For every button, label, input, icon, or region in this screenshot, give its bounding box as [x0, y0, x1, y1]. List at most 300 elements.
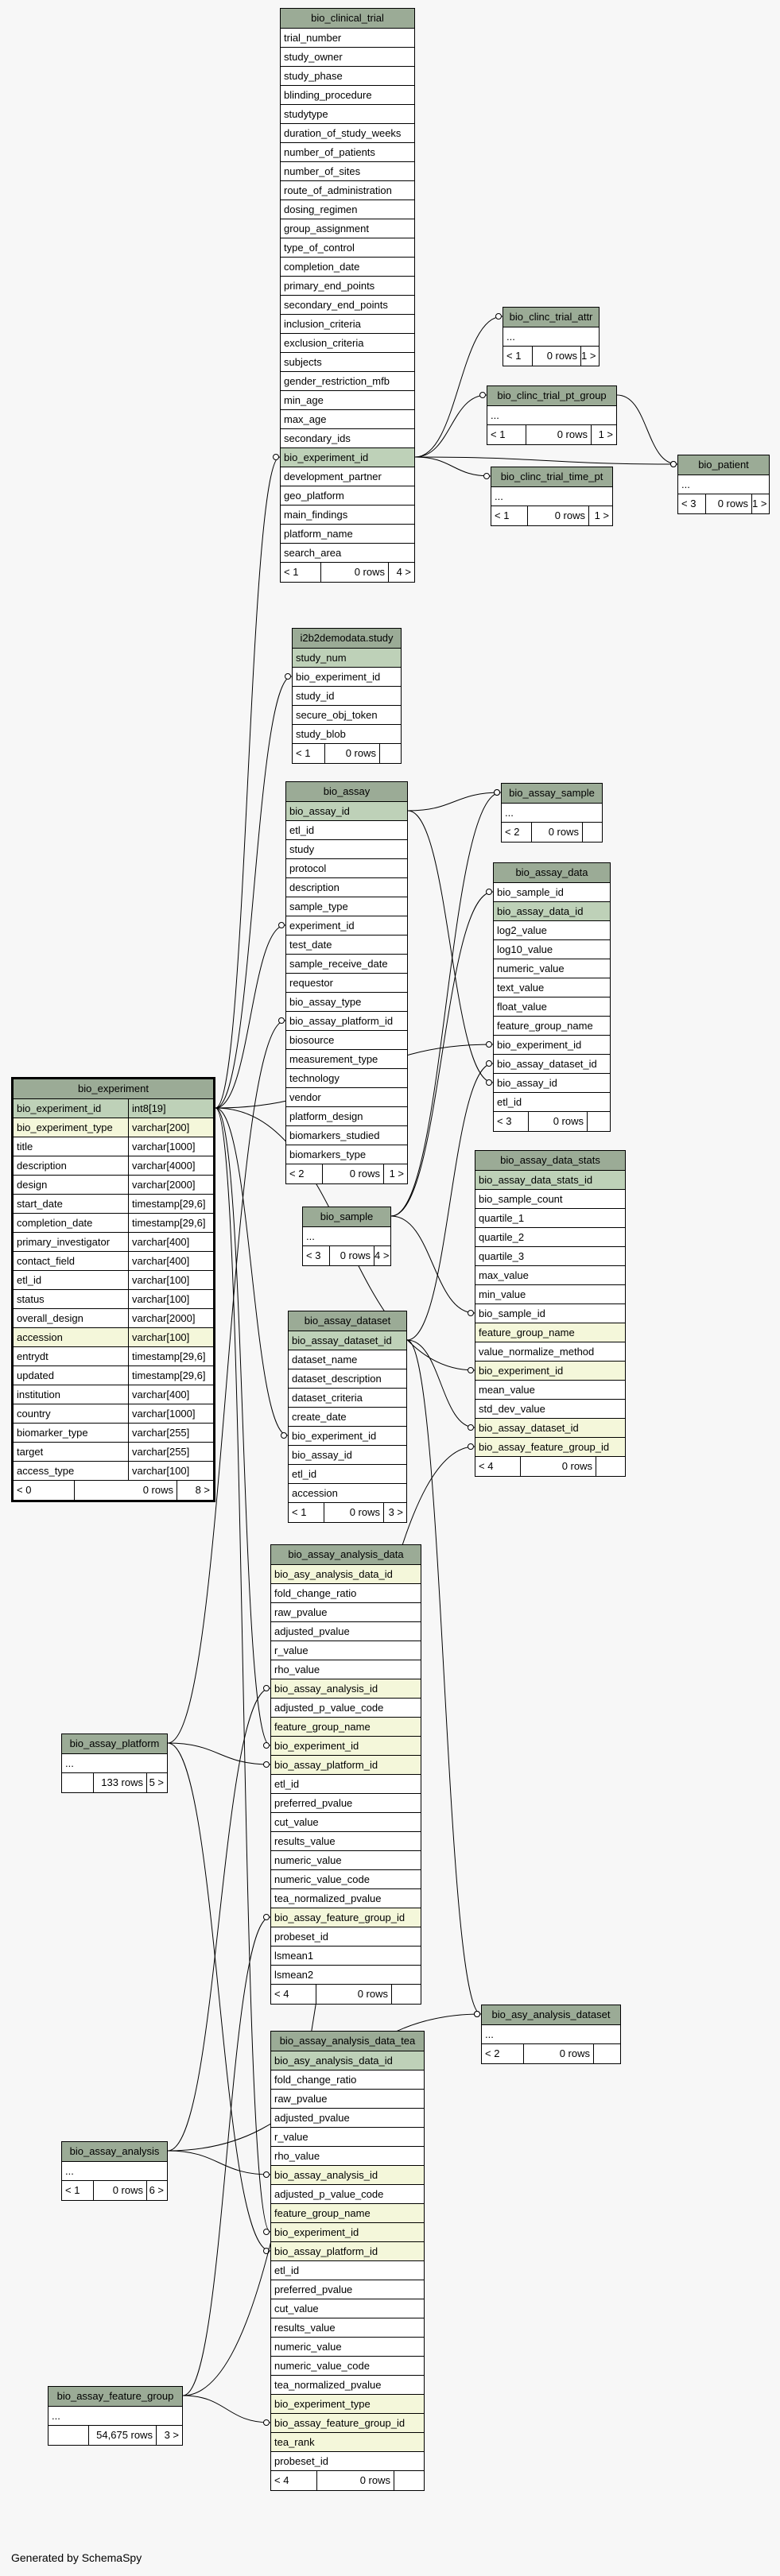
column-row[interactable]: raw_pvalue — [271, 2090, 424, 2109]
column-type: int8[19] — [132, 1102, 166, 1114]
column-row[interactable]: group_assignment — [281, 219, 414, 238]
column-name: target — [14, 1443, 129, 1461]
column-row[interactable]: study_phase — [281, 67, 414, 86]
table-bio-assay-analysis-data-tea[interactable] — [270, 2031, 425, 2491]
column-row[interactable]: bio_assay_feature_group_id — [271, 2414, 424, 2433]
column-row[interactable]: dataset_name — [289, 1350, 406, 1369]
column-row[interactable]: lsmean2 — [271, 1966, 421, 1985]
table-bio-experiment[interactable] — [11, 1077, 215, 1502]
table-footer — [502, 823, 602, 842]
column-name: primary_investigator — [14, 1233, 129, 1251]
row-count: 0 rows — [316, 1985, 392, 2004]
column-row[interactable]: bio_assay_dataset_id — [289, 1331, 406, 1350]
column-row[interactable]: accession — [289, 1484, 406, 1503]
column-row[interactable]: ... — [487, 406, 616, 425]
column-row[interactable]: quartile_2 — [475, 1228, 625, 1247]
table-header[interactable]: bio_clinical_trial — [281, 9, 414, 29]
column-row[interactable]: platform_design — [286, 1107, 407, 1126]
child-count: 3 > — [388, 1506, 403, 1518]
column-row[interactable]: preferred_pvalue — [271, 2280, 424, 2299]
column-row[interactable]: study_blob — [293, 725, 401, 744]
column-row[interactable]: bio_assay_platform_id — [286, 1012, 407, 1031]
table-header[interactable]: bio_assay_dataset — [289, 1311, 406, 1331]
child-count: 1 > — [752, 498, 767, 509]
column-row[interactable]: completion_date — [281, 258, 414, 277]
generated-by-footer: Generated by SchemaSpy — [11, 2551, 142, 2564]
column-name: institution — [14, 1385, 129, 1404]
column-row[interactable] — [14, 1214, 213, 1233]
column-row[interactable]: blinding_procedure — [281, 86, 414, 105]
parent-count: < 1 — [487, 425, 526, 444]
table-header[interactable]: bio_assay — [286, 782, 407, 802]
column-row[interactable]: description — [286, 878, 407, 897]
column-row[interactable]: etl_id — [271, 2261, 424, 2280]
column-row[interactable]: adjusted_pvalue — [271, 1622, 421, 1641]
table-footer — [14, 1481, 213, 1500]
row-count: 0 rows — [532, 823, 583, 842]
table-header[interactable]: bio_assay_sample — [502, 784, 602, 804]
column-row[interactable]: tea_normalized_pvalue — [271, 2376, 424, 2395]
column-row[interactable] — [14, 1156, 213, 1176]
column-row[interactable] — [14, 1443, 213, 1462]
table-footer — [289, 1503, 406, 1522]
column-row[interactable]: feature_group_name — [494, 1017, 610, 1036]
column-row[interactable] — [14, 1099, 213, 1118]
column-row[interactable]: geo_platform — [281, 486, 414, 506]
column-row[interactable]: bio_assay_data_stats_id — [475, 1171, 625, 1190]
column-row[interactable]: preferred_pvalue — [271, 1794, 421, 1813]
column-row[interactable]: bio_experiment_type — [271, 2395, 424, 2414]
table-footer — [303, 1246, 390, 1265]
column-row[interactable]: rho_value — [271, 2147, 424, 2166]
column-row[interactable]: ... — [62, 1754, 167, 1773]
column-row[interactable] — [14, 1233, 213, 1252]
column-row[interactable]: dosing_regimen — [281, 200, 414, 219]
column-row[interactable]: bio_experiment_id — [271, 2223, 424, 2242]
table-bio-assay[interactable] — [285, 781, 408, 1184]
parent-count: < 2 — [482, 2044, 524, 2063]
column-type: varchar[1000] — [132, 1408, 196, 1420]
column-row[interactable]: technology — [286, 1069, 407, 1088]
child-count: 3 > — [164, 2429, 179, 2441]
row-count: 0 rows — [330, 1246, 374, 1265]
column-row[interactable]: ... — [503, 327, 599, 347]
column-row[interactable]: studytype — [281, 105, 414, 124]
column-row[interactable] — [14, 1176, 213, 1195]
column-name: access_type — [14, 1462, 129, 1480]
column-row[interactable]: ... — [502, 804, 602, 823]
column-row[interactable]: numeric_value_code — [271, 2357, 424, 2376]
column-row[interactable]: create_date — [289, 1408, 406, 1427]
column-row[interactable]: inclusion_criteria — [281, 315, 414, 334]
column-row[interactable]: bio_asy_analysis_data_id — [271, 1565, 421, 1584]
column-name: contact_field — [14, 1252, 129, 1270]
parent-count: < 1 — [289, 1503, 324, 1522]
column-row[interactable] — [14, 1424, 213, 1443]
column-row[interactable]: etl_id — [494, 1093, 610, 1112]
column-row[interactable]: results_value — [271, 2318, 424, 2338]
table-bio-clinc-trial-pt-group[interactable] — [487, 385, 617, 445]
table-bio-assay-data[interactable] — [493, 862, 611, 1132]
column-row[interactable]: adjusted_pvalue — [271, 2109, 424, 2128]
column-row[interactable]: mean_value — [475, 1381, 625, 1400]
column-row[interactable]: bio_assay_dataset_id — [494, 1055, 610, 1074]
column-row[interactable]: feature_group_name — [475, 1323, 625, 1342]
child-count — [583, 823, 602, 842]
column-row[interactable]: biomarkers_type — [286, 1145, 407, 1164]
table-header[interactable]: bio_sample — [303, 1207, 390, 1227]
table-footer — [475, 1457, 625, 1476]
column-row[interactable]: vendor — [286, 1088, 407, 1107]
table-header[interactable]: bio_assay_analysis_data_tea — [271, 2032, 424, 2051]
column-name: entrydt — [14, 1347, 129, 1365]
column-row[interactable]: development_partner — [281, 467, 414, 486]
column-row[interactable] — [14, 1309, 213, 1328]
child-count: 4 > — [396, 566, 411, 578]
row-count: 0 rows — [317, 2471, 394, 2490]
column-row[interactable]: ... — [482, 2025, 620, 2044]
column-type: timestamp[29,6] — [132, 1217, 206, 1229]
column-row[interactable]: experiment_id — [286, 916, 407, 935]
column-name: completion_date — [14, 1214, 129, 1232]
column-row[interactable]: etl_id — [286, 821, 407, 840]
parent-count: < 2 — [286, 1164, 323, 1183]
column-row[interactable] — [14, 1385, 213, 1404]
column-row[interactable]: bio_assay_dataset_id — [475, 1419, 625, 1438]
child-count — [392, 1985, 421, 2004]
table-footer — [286, 1164, 407, 1183]
table-footer — [503, 347, 599, 366]
table-bio-assay-analysis[interactable] — [61, 2141, 168, 2201]
column-row[interactable]: bio_experiment_id — [271, 1737, 421, 1756]
table-header[interactable]: bio_clinc_trial_attr — [503, 308, 599, 327]
column-row[interactable]: results_value — [271, 1832, 421, 1851]
column-row[interactable]: exclusion_criteria — [281, 334, 414, 353]
column-row[interactable]: adjusted_p_value_code — [271, 2185, 424, 2204]
column-row[interactable]: std_dev_value — [475, 1400, 625, 1419]
table-footer — [487, 425, 616, 444]
table-bio-sample[interactable] — [302, 1207, 391, 1266]
row-count: 0 rows — [521, 1457, 596, 1476]
table-footer — [271, 2471, 424, 2490]
column-row[interactable]: bio_assay_analysis_id — [271, 1679, 421, 1699]
column-row[interactable]: bio_experiment_id — [494, 1036, 610, 1055]
column-row[interactable]: test_date — [286, 935, 407, 955]
column-row[interactable] — [14, 1328, 213, 1347]
column-row[interactable] — [14, 1252, 213, 1271]
column-row[interactable]: study_owner — [281, 48, 414, 67]
column-row[interactable]: study — [286, 840, 407, 859]
column-type: timestamp[29,6] — [132, 1369, 206, 1381]
column-row[interactable]: sample_type — [286, 897, 407, 916]
column-row[interactable]: main_findings — [281, 506, 414, 525]
table-header[interactable]: bio_assay_analysis_data — [271, 1545, 421, 1565]
column-row[interactable] — [14, 1404, 213, 1424]
column-row[interactable]: text_value — [494, 978, 610, 997]
column-type: varchar[4000] — [132, 1160, 196, 1172]
column-row[interactable]: bio_assay_type — [286, 993, 407, 1012]
table-i2b2demodata-study[interactable] — [292, 628, 402, 764]
column-row[interactable]: r_value — [271, 1641, 421, 1660]
column-row[interactable]: duration_of_study_weeks — [281, 124, 414, 143]
column-type: varchar[100] — [132, 1274, 190, 1286]
column-row[interactable] — [14, 1271, 213, 1290]
table-header[interactable]: bio_assay_analysis — [62, 2142, 167, 2162]
row-count: 0 rows — [526, 425, 592, 444]
column-name: country — [14, 1404, 129, 1423]
table-bio-assay-platform[interactable] — [61, 1733, 168, 1793]
table-bio-assay-dataset[interactable] — [288, 1311, 407, 1523]
column-row[interactable]: log2_value — [494, 921, 610, 940]
column-row[interactable]: ... — [62, 2162, 167, 2181]
column-row[interactable]: bio_assay_feature_group_id — [475, 1438, 625, 1457]
column-row[interactable]: biosource — [286, 1031, 407, 1050]
column-row[interactable]: ... — [49, 2407, 182, 2426]
child-count — [380, 744, 401, 763]
column-row[interactable]: rho_value — [271, 1660, 421, 1679]
column-row[interactable]: feature_group_name — [271, 2204, 424, 2223]
column-name: etl_id — [14, 1271, 129, 1289]
column-row[interactable]: ... — [303, 1227, 390, 1246]
column-row[interactable]: measurement_type — [286, 1050, 407, 1069]
table-bio-assay-feature-group[interactable] — [48, 2386, 183, 2446]
table-footer — [281, 563, 414, 582]
table-footer — [62, 2181, 167, 2200]
child-count — [588, 1112, 610, 1131]
column-row[interactable]: bio_assay_platform_id — [271, 2242, 424, 2261]
table-header[interactable]: bio_experiment — [14, 1079, 213, 1099]
row-count: 0 rows — [94, 2181, 147, 2200]
column-row[interactable]: study_num — [293, 649, 401, 668]
column-row[interactable]: raw_pvalue — [271, 1603, 421, 1622]
column-name: status — [14, 1290, 129, 1308]
column-row[interactable] — [14, 1290, 213, 1309]
table-footer — [494, 1112, 610, 1131]
column-row[interactable]: log10_value — [494, 940, 610, 959]
parent-count: < 1 — [491, 506, 528, 525]
column-row[interactable]: value_normalize_method — [475, 1342, 625, 1362]
column-row[interactable] — [14, 1137, 213, 1156]
column-row[interactable]: probeset_id — [271, 1927, 421, 1947]
column-row[interactable]: numeric_value — [494, 959, 610, 978]
column-row[interactable]: search_area — [281, 544, 414, 563]
column-row[interactable]: biomarkers_studied — [286, 1126, 407, 1145]
table-footer — [49, 2426, 182, 2445]
column-row[interactable]: bio_sample_id — [494, 883, 610, 902]
column-row[interactable]: primary_end_points — [281, 277, 414, 296]
column-name: biomarker_type — [14, 1424, 129, 1442]
column-row[interactable]: bio_asy_analysis_data_id — [271, 2051, 424, 2070]
column-row[interactable]: sample_receive_date — [286, 955, 407, 974]
column-row[interactable]: float_value — [494, 997, 610, 1017]
parent-count — [62, 1773, 94, 1792]
table-header[interactable]: bio_asy_analysis_dataset — [482, 2005, 620, 2025]
parent-count: < 4 — [475, 1457, 521, 1476]
column-row[interactable]: bio_experiment_id — [475, 1362, 625, 1381]
table-header[interactable]: bio_clinc_trial_time_pt — [491, 467, 612, 487]
column-row[interactable]: etl_id — [289, 1465, 406, 1484]
column-row[interactable]: adjusted_p_value_code — [271, 1699, 421, 1718]
parent-count: < 4 — [271, 2471, 317, 2490]
column-type: varchar[2000] — [132, 1179, 196, 1191]
child-count — [394, 2471, 424, 2490]
parent-count: < 4 — [271, 1985, 316, 2004]
column-name: description — [14, 1156, 129, 1175]
column-row[interactable]: tea_rank — [271, 2433, 424, 2452]
column-name: title — [14, 1137, 129, 1156]
column-row[interactable]: bio_assay_id — [289, 1446, 406, 1465]
column-row[interactable]: secure_obj_token — [293, 706, 401, 725]
table-bio-assay-sample[interactable] — [501, 783, 603, 843]
table-bio-clinical-trial[interactable] — [280, 8, 415, 583]
table-bio-assay-data-stats[interactable] — [475, 1150, 626, 1477]
parent-count: < 2 — [502, 823, 532, 842]
column-row[interactable]: ... — [678, 475, 769, 494]
column-type: varchar[400] — [132, 1236, 190, 1248]
table-footer — [482, 2044, 620, 2063]
child-count: 4 > — [374, 1249, 390, 1261]
column-row[interactable]: max_age — [281, 410, 414, 429]
column-row[interactable]: numeric_value — [271, 1851, 421, 1870]
table-bio-clinc-trial-time-pt[interactable] — [491, 467, 613, 526]
column-row[interactable]: bio_sample_id — [475, 1304, 625, 1323]
column-row[interactable]: secondary_end_points — [281, 296, 414, 315]
column-row[interactable] — [14, 1462, 213, 1481]
column-row[interactable]: r_value — [271, 2128, 424, 2147]
column-row[interactable]: min_age — [281, 391, 414, 410]
column-row[interactable]: tea_normalized_pvalue — [271, 1889, 421, 1908]
child-count: 1 > — [594, 509, 609, 521]
table-header[interactable]: bio_assay_platform — [62, 1734, 167, 1754]
column-row[interactable] — [14, 1347, 213, 1366]
child-count: 1 > — [389, 1168, 404, 1180]
column-row[interactable]: route_of_administration — [281, 181, 414, 200]
row-count: 0 rows — [529, 1112, 588, 1131]
row-count: 0 rows — [325, 744, 380, 763]
table-header[interactable]: i2b2demodata.study — [293, 629, 401, 649]
parent-count: < 1 — [293, 744, 325, 763]
column-type: varchar[400] — [132, 1255, 190, 1267]
parent-count: < 3 — [303, 1246, 330, 1265]
column-type: timestamp[29,6] — [132, 1198, 206, 1210]
column-row[interactable]: gender_restriction_mfb — [281, 372, 414, 391]
column-row[interactable] — [14, 1195, 213, 1214]
parent-count: < 1 — [503, 347, 533, 366]
column-name: accession — [14, 1328, 129, 1346]
column-type: varchar[2000] — [132, 1312, 196, 1324]
column-row[interactable]: cut_value — [271, 2299, 424, 2318]
table-bio-asy-analysis-dataset[interactable] — [481, 2005, 621, 2064]
row-count: 0 rows — [524, 2044, 594, 2063]
column-row[interactable]: bio_assay_feature_group_id — [271, 1908, 421, 1927]
row-count: 0 rows — [528, 506, 589, 525]
row-count: 0 rows — [321, 563, 389, 582]
column-row[interactable]: ... — [491, 487, 612, 506]
column-row[interactable]: min_value — [475, 1285, 625, 1304]
column-type: varchar[100] — [132, 1465, 190, 1477]
parent-count: < 0 — [14, 1481, 75, 1500]
table-header[interactable]: bio_assay_data — [494, 863, 610, 883]
column-row[interactable]: probeset_id — [271, 2452, 424, 2471]
column-row[interactable] — [14, 1118, 213, 1137]
column-row[interactable]: cut_value — [271, 1813, 421, 1832]
table-footer — [678, 494, 769, 513]
column-row[interactable]: bio_assay_platform_id — [271, 1756, 421, 1775]
column-row[interactable]: number_of_sites — [281, 162, 414, 181]
child-count: 1 > — [581, 350, 596, 362]
parent-count: < 3 — [494, 1112, 529, 1131]
column-type: varchar[100] — [132, 1331, 190, 1343]
table-header[interactable]: bio_assay_data_stats — [475, 1151, 625, 1171]
column-row[interactable]: bio_experiment_id — [289, 1427, 406, 1446]
column-row[interactable]: bio_assay_id — [286, 802, 407, 821]
column-row[interactable]: quartile_1 — [475, 1209, 625, 1228]
column-row[interactable]: platform_name — [281, 525, 414, 544]
column-row[interactable]: requestor — [286, 974, 407, 993]
child-count: 6 > — [149, 2184, 164, 2196]
column-type: varchar[1000] — [132, 1141, 196, 1152]
column-row[interactable]: bio_experiment_id — [293, 668, 401, 687]
column-row[interactable]: numeric_value — [271, 2338, 424, 2357]
column-row[interactable]: max_value — [475, 1266, 625, 1285]
column-row[interactable]: number_of_patients — [281, 143, 414, 162]
row-count: 0 rows — [75, 1481, 177, 1500]
column-row[interactable]: protocol — [286, 859, 407, 878]
column-row[interactable]: bio_sample_count — [475, 1190, 625, 1209]
table-bio-patient[interactable] — [677, 455, 770, 514]
table-header[interactable]: bio_assay_feature_group — [49, 2387, 182, 2407]
table-bio-clinc-trial-attr[interactable] — [503, 307, 600, 366]
row-count: 133 rows — [94, 1773, 147, 1792]
column-type: varchar[255] — [132, 1427, 190, 1439]
column-row[interactable]: study_id — [293, 687, 401, 706]
table-bio-assay-analysis-data[interactable] — [270, 1544, 421, 2005]
column-row[interactable]: bio_assay_analysis_id — [271, 2166, 424, 2185]
row-count: 0 rows — [323, 1164, 384, 1183]
column-row[interactable]: dataset_criteria — [289, 1389, 406, 1408]
column-row[interactable]: numeric_value_code — [271, 1870, 421, 1889]
column-name: start_date — [14, 1195, 129, 1213]
column-row[interactable]: secondary_ids — [281, 429, 414, 448]
column-row[interactable]: fold_change_ratio — [271, 1584, 421, 1603]
parent-count — [49, 2426, 89, 2445]
column-row[interactable]: trial_number — [281, 29, 414, 48]
column-row[interactable]: lsmean1 — [271, 1947, 421, 1966]
row-count: 0 rows — [706, 494, 752, 513]
column-row[interactable]: etl_id — [271, 1775, 421, 1794]
column-name: design — [14, 1176, 129, 1194]
column-row[interactable] — [14, 1366, 213, 1385]
column-row[interactable]: subjects — [281, 353, 414, 372]
table-footer — [271, 1985, 421, 2004]
table-header[interactable]: bio_clinc_trial_pt_group — [487, 386, 616, 406]
table-header[interactable]: bio_patient — [678, 455, 769, 475]
child-count: 8 > — [195, 1484, 210, 1496]
column-row[interactable]: feature_group_name — [271, 1718, 421, 1737]
parent-count: < 3 — [678, 494, 706, 513]
column-name: bio_experiment_type — [14, 1118, 129, 1137]
column-row[interactable]: type_of_control — [281, 238, 414, 258]
column-row[interactable]: quartile_3 — [475, 1247, 625, 1266]
column-row[interactable]: bio_assay_data_id — [494, 902, 610, 921]
column-row[interactable]: dataset_description — [289, 1369, 406, 1389]
column-row[interactable]: bio_assay_id — [494, 1074, 610, 1093]
column-row[interactable]: bio_experiment_id — [281, 448, 414, 467]
column-type: varchar[200] — [132, 1121, 190, 1133]
table-footer — [293, 744, 401, 763]
parent-count: < 1 — [62, 2181, 94, 2200]
column-row[interactable]: fold_change_ratio — [271, 2070, 424, 2090]
